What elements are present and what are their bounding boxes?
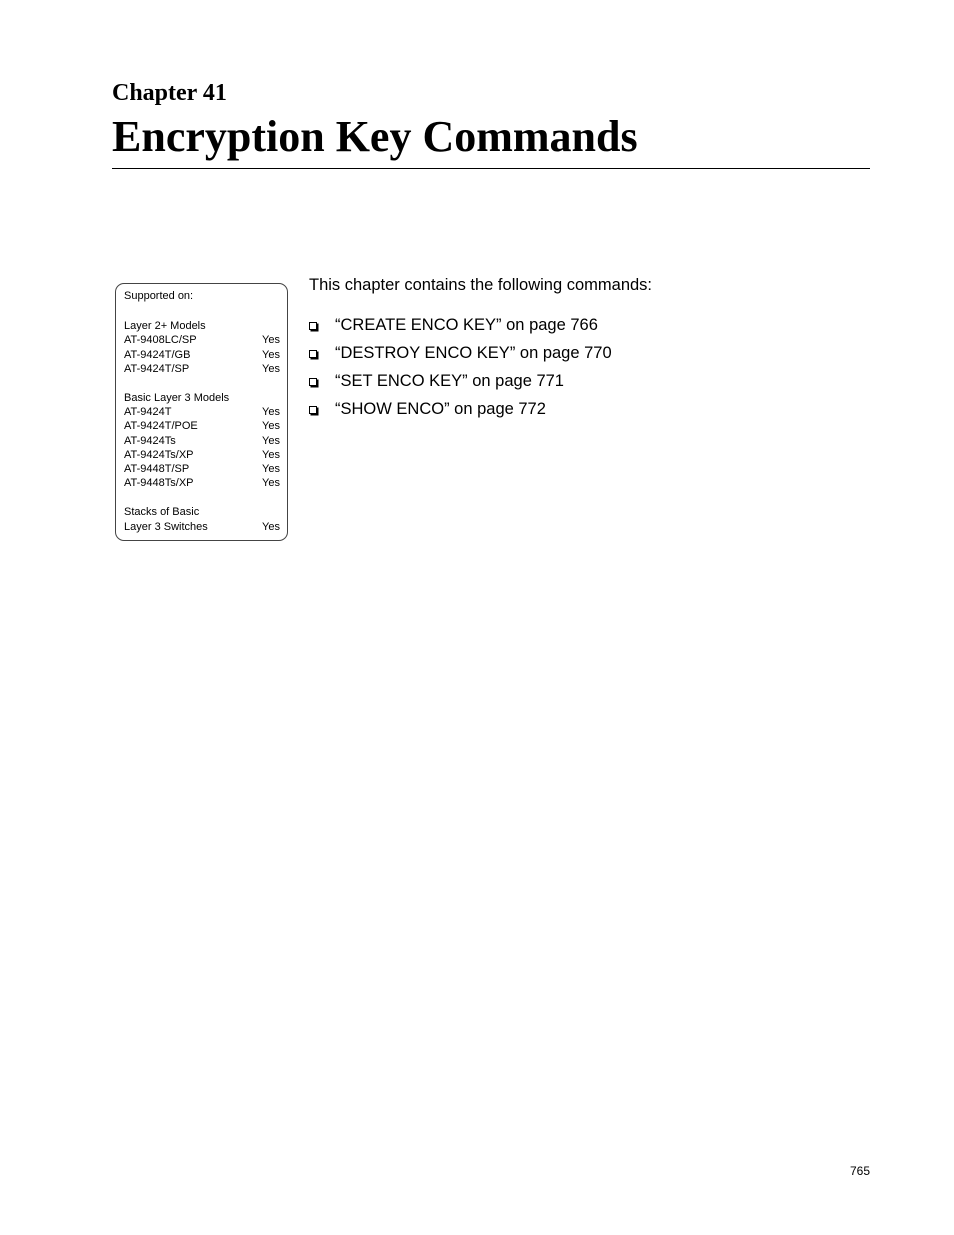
support-value: Yes [262,477,280,490]
command-link[interactable]: “SHOW ENCO” on page 772 [335,399,546,418]
support-value: Yes [262,406,280,419]
support-row [124,362,280,376]
support-group-stacks [124,505,280,533]
support-row [124,520,280,534]
support-value: Yes [262,448,280,461]
command-link[interactable]: “CREATE ENCO KEY” on page 766 [335,315,598,334]
model-name: AT-9424T/POE [124,420,198,433]
support-row [124,348,280,362]
checkbox-bullet-icon [309,322,317,330]
page-number: 765 [849,1164,870,1178]
group-title: Stacks of Basic [124,506,200,519]
support-heading: Supported on: [124,290,194,302]
list-item [309,339,612,367]
command-link[interactable]: “DESTROY ENCO KEY” on page 770 [335,343,612,362]
support-row [124,419,280,433]
support-value: Yes [262,520,280,533]
group-title: Basic Layer 3 Models [124,392,230,405]
support-value: Yes [262,420,280,433]
checkbox-bullet-icon [309,378,317,386]
model-name: AT-9424T [124,406,172,419]
support-row [124,448,280,462]
list-item [309,311,612,339]
model-name: AT-9448T/SP [124,463,190,476]
supported-models-box [115,283,288,541]
intro-text: This chapter contains the following commands: [309,276,653,294]
model-name: AT-9424T/SP [124,362,190,375]
support-group-layer2 [124,319,280,376]
group-title: Layer 2+ Models [124,320,206,333]
support-row [124,462,280,476]
command-link[interactable]: “SET ENCO KEY” on page 771 [335,371,564,390]
support-value: Yes [262,463,280,476]
model-name: Layer 3 Switches [124,520,208,533]
model-name: AT-9424Ts [124,434,176,447]
command-list [309,311,612,423]
support-group-basic-layer3 [124,391,280,490]
chapter-label: Chapter 41 [112,80,227,106]
support-value: Yes [262,348,280,361]
page-title: Encryption Key Commands [112,112,638,161]
support-row [124,476,280,490]
support-row [124,434,280,448]
support-value: Yes [262,434,280,447]
support-row [124,405,280,419]
support-value: Yes [262,362,280,375]
list-item [309,395,612,423]
support-row [124,333,280,347]
model-name: AT-9424Ts/XP [124,448,194,461]
checkbox-bullet-icon [309,406,317,414]
model-name: AT-9448Ts/XP [124,477,194,490]
model-name: AT-9424T/GB [124,348,191,361]
checkbox-bullet-icon [309,350,317,358]
title-divider [112,168,870,169]
model-name: AT-9408LC/SP [124,334,197,347]
list-item [309,367,612,395]
support-value: Yes [262,334,280,347]
